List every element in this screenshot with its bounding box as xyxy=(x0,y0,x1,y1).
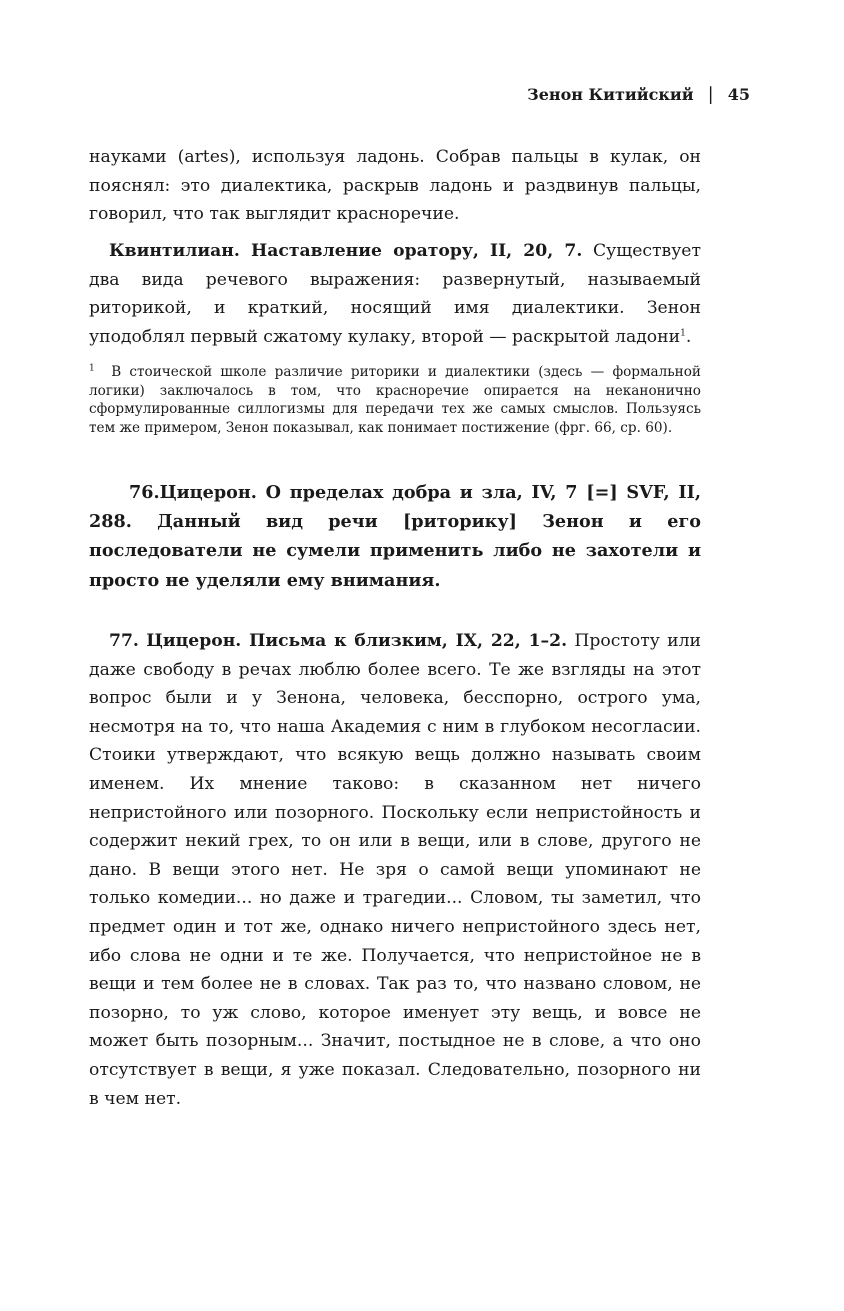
source-citation: Цицерон. Письма к близким, IX, 22, 1–2. xyxy=(146,631,568,651)
running-title: Зенон Китийский xyxy=(527,85,694,104)
footnote-marker: 1 xyxy=(89,363,95,374)
running-header xyxy=(527,84,750,105)
quote-text: Существует два вида речевого выражения: развернутый, называемый риторикой, и краткий, носящий имя диалектики. Зенон уподоблял первый сжатому кулаку, второй — раскрытой ладони xyxy=(89,241,701,347)
paragraph-continuation xyxy=(89,143,701,229)
source-citation: Квинтилиан. Наставление оратору, II, 20, 7. xyxy=(109,241,583,261)
section-77 xyxy=(89,627,701,1113)
section-text: Цицерон. О пределах добра и зла, IV, 7 [=] SVF, II, 288. Данный вид речи [риторику] Зенон и его последователи не сумели применить либо не захотели и просто не уделяли ему внимания. xyxy=(89,482,701,591)
section-76 xyxy=(89,478,701,595)
quote-text: Простоту или даже свободу в речах люблю более всего. Те же взгляды на этот вопрос были и у Зенона, человека, бесспорно, острого ума, несмотря на то, что наша Академия с ним в глубоком несогласии. Стоики утверждают, что всякую вещь должно называть своим именем. Их мнение таково: в сказанном нет ничего непристойного или позорного. Поскольку если непристойность и содержит некий грех, то он или в вещи, или в слове, другого не дано. В вещи этого нет. Не зря о самой вещи упоминают не только комедии... но даже и трагедии... Словом, ты заметил, что предмет один и тот же, однако ничего непристойного здесь нет, ибо слова не одни и те же. Получается, что непристойное не в вещи и тем более не в словах. Так раз то, что названо словом, не позорно, то уж слово, которое именует эту вещь, и вовсе не может быть позорным... Значит, постыдное не в слове, а что оно отсутствует в вещи, я уже показал. Следовательно, позорного ни в чем нет. xyxy=(89,631,702,1109)
header-separator: | xyxy=(707,84,714,105)
page-number: 45 xyxy=(727,85,750,104)
footnote xyxy=(89,363,701,437)
footnote-reference: 1 xyxy=(680,328,686,339)
section-number: 76. xyxy=(129,482,160,503)
paragraph-text: науками (artes), используя ладонь. Собрав пальцы в кулак, он пояснял: это диалектика, раскрыв ладонь и раздвинув пальцы, говорил, что так выглядит красноречие. xyxy=(89,147,701,225)
paragraph-quintilian xyxy=(89,237,701,351)
section-number: 77. xyxy=(109,631,139,651)
footnote-text: В стоической школе различие риторики и диалектики (здесь — формальной логики) заключалось в том, что красноречие опирается на неканонично сформулированные силлогизмы для передачи тех же самых смыслов. Пользуясь тем же примером, Зенон показывал, как понимает постижение (фрг. 66, ср. 60). xyxy=(89,364,701,436)
quote-end: . xyxy=(685,326,692,347)
